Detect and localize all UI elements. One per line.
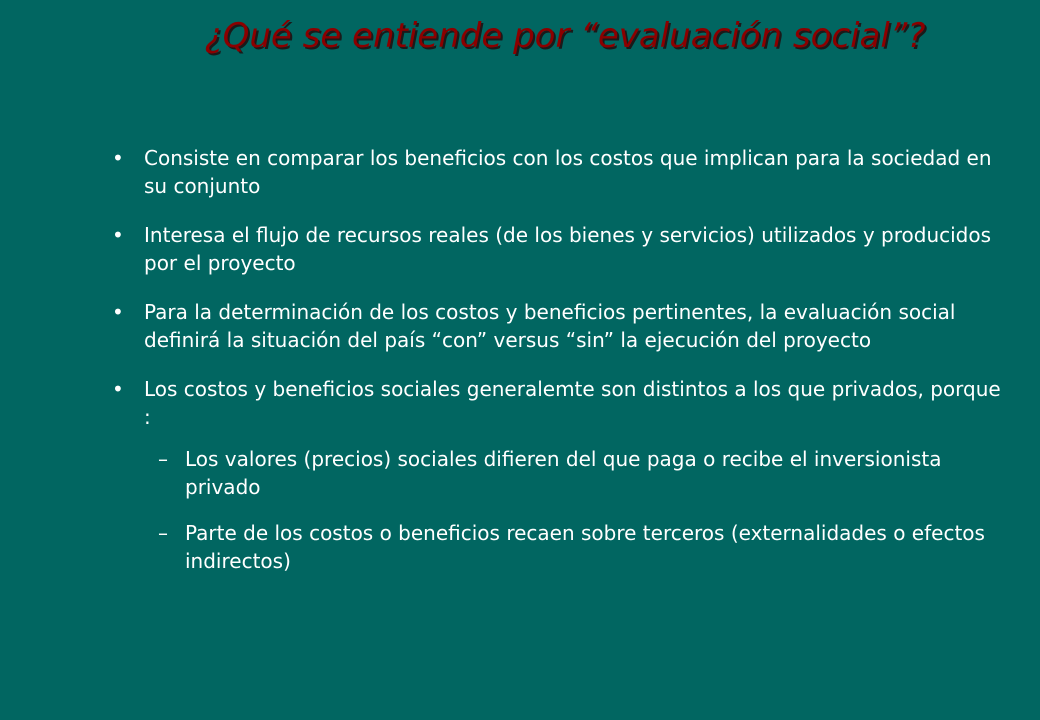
bullet-list [112, 144, 1012, 596]
dash-marker: – [158, 447, 168, 471]
sub-bullet-text: Parte de los costos o beneficios recaen sobre terceros (externalidades o efectos indirectos) [185, 521, 985, 573]
bullet-marker: • [112, 146, 124, 170]
bullet-item [112, 375, 1012, 575]
bullet-text: Consiste en comparar los beneficios con los costos que implican para la sociedad en su conjunto [144, 146, 992, 198]
sub-bullet-list [144, 445, 1012, 575]
sub-bullet-item [144, 519, 1012, 575]
slide-title: ¿Qué se entiende por “evaluación social”? [204, 16, 926, 56]
dash-marker: – [158, 521, 168, 545]
bullet-marker: • [112, 300, 124, 324]
bullet-item [112, 144, 1012, 200]
bullet-text: Los costos y beneficios sociales generalemte son distintos a los que privados, porque : [144, 377, 1001, 429]
bullet-item [112, 221, 1012, 277]
sub-bullet-item [144, 445, 1012, 501]
bullet-text: Interesa el flujo de recursos reales (de los bienes y servicios) utilizados y producidos por el proyecto [144, 223, 992, 275]
sub-bullet-text: Los valores (precios) sociales difieren del que paga o recibe el inversionista privado [185, 447, 942, 499]
bullet-text: Para la determinación de los costos y beneficios pertinentes, la evaluación social definirá la situación del país “con” versus “sin” la ejecución del proyecto [144, 300, 956, 352]
bullet-item [112, 298, 1012, 354]
bullet-marker: • [112, 223, 124, 247]
bullet-marker: • [112, 377, 124, 401]
